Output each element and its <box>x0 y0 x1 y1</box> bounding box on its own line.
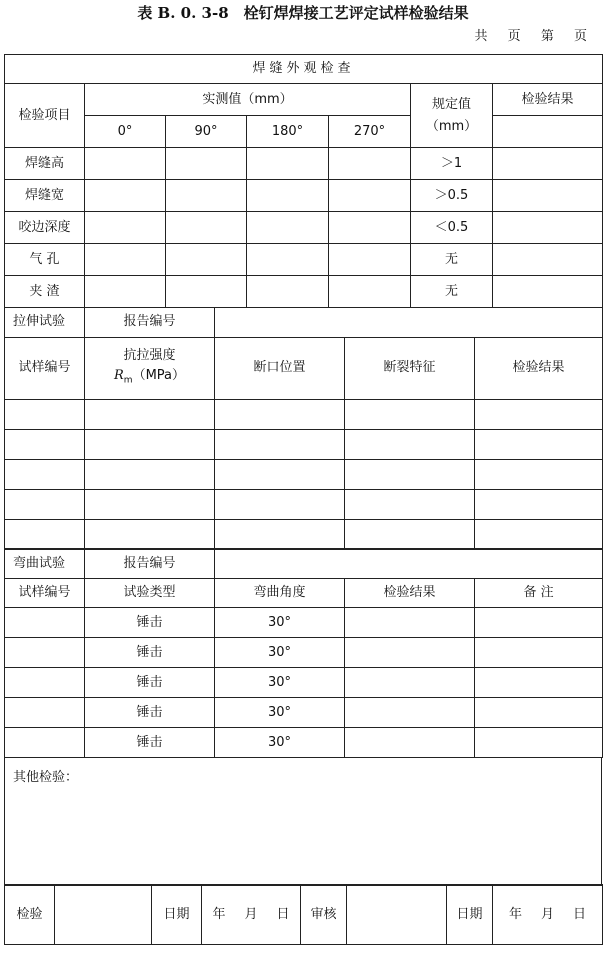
measured-cell[interactable] <box>166 148 247 180</box>
measured-cell[interactable] <box>329 180 411 212</box>
measured-cell[interactable] <box>85 180 166 212</box>
measured-cell[interactable] <box>85 276 166 308</box>
table-cell[interactable] <box>215 459 345 489</box>
table-cell[interactable] <box>475 608 603 638</box>
signature-table <box>4 884 603 945</box>
table-cell[interactable] <box>475 429 603 459</box>
table-cell[interactable] <box>215 519 345 549</box>
visual-spec: ＜0.5 <box>411 212 493 244</box>
visual-result-header: 检验结果 <box>493 84 603 116</box>
page-nth-label: 第 <box>540 29 555 44</box>
visual-row <box>5 276 603 308</box>
test-type: 锤击 <box>85 728 215 758</box>
month-label: 月 <box>540 906 554 922</box>
form-frame <box>4 54 602 959</box>
bending-title: 弯曲试验 <box>5 549 85 579</box>
tensile-strength-unit: （MPa） <box>132 367 186 383</box>
table-cell[interactable] <box>345 608 475 638</box>
spec-header <box>411 84 493 148</box>
visual-result-cell[interactable] <box>493 244 603 276</box>
measured-header: 实测值（mm） <box>85 84 411 116</box>
visual-result-cell[interactable] <box>493 276 603 308</box>
bending-row <box>5 668 603 698</box>
angle-0: 0° <box>85 116 166 148</box>
visual-item: 焊缝宽 <box>5 180 85 212</box>
remarks-header: 备 注 <box>475 579 603 608</box>
test-type: 锤击 <box>85 698 215 728</box>
table-cell[interactable] <box>85 399 215 429</box>
page-unit-label-2: 页 <box>573 29 588 44</box>
table-cell[interactable] <box>345 429 475 459</box>
measured-cell[interactable] <box>166 180 247 212</box>
spec-header-unit: （mm） <box>425 118 478 134</box>
measured-cell[interactable] <box>247 180 329 212</box>
table-cell[interactable] <box>5 608 85 638</box>
tensile-specimen-no-header: 试样编号 <box>5 337 85 399</box>
visual-item: 夹 渣 <box>5 276 85 308</box>
review-date-label: 日期 <box>447 885 493 945</box>
fracture-feature-header: 断裂特征 <box>345 337 475 399</box>
tensile-result-header: 检验结果 <box>475 337 603 399</box>
table-cell[interactable] <box>5 489 85 519</box>
visual-spec: 无 <box>411 244 493 276</box>
table-cell[interactable] <box>85 429 215 459</box>
bending-result-header: 检验结果 <box>345 579 475 608</box>
visual-section-title: 焊缝外观检查 <box>5 55 603 84</box>
table-cell[interactable] <box>345 489 475 519</box>
tensile-row <box>5 519 603 549</box>
measured-cell[interactable] <box>329 212 411 244</box>
table-cell[interactable] <box>345 698 475 728</box>
inspector-label: 检验 <box>5 885 55 945</box>
tensile-strength-symbol: R <box>113 367 124 383</box>
month-label: 月 <box>244 906 258 922</box>
visual-result-cell[interactable] <box>493 180 603 212</box>
table-cell[interactable] <box>85 459 215 489</box>
measured-cell[interactable] <box>329 148 411 180</box>
table-cell[interactable] <box>475 698 603 728</box>
tensile-report-no-value[interactable] <box>215 307 603 337</box>
table-cell[interactable] <box>345 519 475 549</box>
table-cell[interactable] <box>345 459 475 489</box>
bend-angle-header: 弯曲角度 <box>215 579 345 608</box>
bending-specimen-no-header: 试样编号 <box>5 579 85 608</box>
test-type: 锤击 <box>85 638 215 668</box>
measured-cell[interactable] <box>85 244 166 276</box>
year-label: 年 <box>508 906 522 922</box>
table-cell[interactable] <box>475 399 603 429</box>
visual-row <box>5 148 603 180</box>
bending-test-table <box>4 548 603 758</box>
inspector-signature[interactable] <box>55 885 152 945</box>
table-cell[interactable] <box>5 698 85 728</box>
bending-report-no-label: 报告编号 <box>85 549 215 579</box>
tensile-row <box>5 459 603 489</box>
other-inspection-table <box>4 757 602 886</box>
visual-item: 咬边深度 <box>5 212 85 244</box>
bending-row <box>5 608 603 638</box>
angle-180: 180° <box>247 116 329 148</box>
visual-spec: ＞0.5 <box>411 180 493 212</box>
table-cell[interactable] <box>5 668 85 698</box>
measured-cell[interactable] <box>85 212 166 244</box>
tensile-strength-subscript: m <box>123 375 133 386</box>
table-cell[interactable] <box>5 519 85 549</box>
tensile-row <box>5 399 603 429</box>
test-type-header: 试验类型 <box>85 579 215 608</box>
table-cell[interactable] <box>5 399 85 429</box>
test-type: 锤击 <box>85 608 215 638</box>
other-inspection-cell[interactable] <box>5 757 602 885</box>
tensile-strength-unit-line <box>85 368 214 389</box>
form-title: 表 B. 0. 3-8 栓钉焊焊接工艺评定试样检验结果 <box>137 4 469 22</box>
measured-cell[interactable] <box>85 148 166 180</box>
table-cell[interactable] <box>475 668 603 698</box>
visual-row <box>5 244 603 276</box>
table-cell[interactable] <box>475 728 603 758</box>
bend-angle: 30° <box>215 608 345 638</box>
visual-result-cell[interactable] <box>493 148 603 180</box>
measured-cell[interactable] <box>247 244 329 276</box>
tensile-strength-header <box>85 337 215 399</box>
tensile-test-table <box>4 307 603 550</box>
measured-cell[interactable] <box>166 276 247 308</box>
table-cell[interactable] <box>475 638 603 668</box>
spec-header-label: 规定值 <box>431 96 471 112</box>
bending-row <box>5 728 603 758</box>
table-cell[interactable] <box>5 429 85 459</box>
measured-cell[interactable] <box>247 148 329 180</box>
table-cell[interactable] <box>85 489 215 519</box>
table-cell[interactable] <box>215 489 345 519</box>
page-total-label: 共 <box>474 29 489 44</box>
table-cell[interactable] <box>475 489 603 519</box>
measured-cell[interactable] <box>329 244 411 276</box>
tensile-strength-label: 抗拉强度 <box>123 347 176 363</box>
table-cell[interactable] <box>5 728 85 758</box>
measured-cell[interactable] <box>329 276 411 308</box>
table-cell[interactable] <box>475 459 603 489</box>
visual-result-cell[interactable] <box>493 116 603 148</box>
measured-cell[interactable] <box>166 212 247 244</box>
table-cell[interactable] <box>345 638 475 668</box>
table-cell[interactable] <box>475 519 603 549</box>
tensile-row <box>5 429 603 459</box>
review-date-field[interactable] <box>493 885 603 945</box>
day-label: 日 <box>572 906 586 922</box>
table-cell[interactable] <box>345 399 475 429</box>
visual-item: 气 孔 <box>5 244 85 276</box>
table-cell[interactable] <box>345 668 475 698</box>
visual-row <box>5 180 603 212</box>
measured-cell[interactable] <box>166 244 247 276</box>
table-cell[interactable] <box>345 728 475 758</box>
day-label: 日 <box>276 906 290 922</box>
inspect-date-field[interactable] <box>202 885 301 945</box>
visual-spec: 无 <box>411 276 493 308</box>
reviewer-label: 审核 <box>301 885 347 945</box>
table-cell[interactable] <box>85 519 215 549</box>
other-inspection-label: 其他检验： <box>13 769 79 785</box>
visual-inspection-table <box>4 54 603 308</box>
bending-row <box>5 638 603 668</box>
angle-270: 270° <box>329 116 411 148</box>
table-cell[interactable] <box>5 459 85 489</box>
measured-cell[interactable] <box>247 276 329 308</box>
bend-angle: 30° <box>215 698 345 728</box>
table-cell[interactable] <box>215 429 345 459</box>
fracture-location-header: 断口位置 <box>215 337 345 399</box>
inspect-date-label: 日期 <box>152 885 202 945</box>
measured-cell[interactable] <box>247 212 329 244</box>
reviewer-signature[interactable] <box>347 885 447 945</box>
tensile-title: 拉伸试验 <box>5 307 85 337</box>
visual-result-cell[interactable] <box>493 212 603 244</box>
bending-report-no-value[interactable] <box>215 549 603 579</box>
bend-angle: 30° <box>215 668 345 698</box>
year-label: 年 <box>212 906 226 922</box>
visual-spec: ＞1 <box>411 148 493 180</box>
test-type: 锤击 <box>85 668 215 698</box>
bending-row <box>5 698 603 728</box>
visual-row <box>5 212 603 244</box>
bend-angle: 30° <box>215 638 345 668</box>
bend-angle: 30° <box>215 728 345 758</box>
angle-90: 90° <box>166 116 247 148</box>
table-cell[interactable] <box>5 638 85 668</box>
page-unit-label: 页 <box>507 29 522 44</box>
visual-item: 焊缝高 <box>5 148 85 180</box>
item-header: 检验项目 <box>5 84 85 148</box>
tensile-report-no-label: 报告编号 <box>85 307 215 337</box>
tensile-row <box>5 489 603 519</box>
table-cell[interactable] <box>215 399 345 429</box>
page-info <box>461 26 588 48</box>
